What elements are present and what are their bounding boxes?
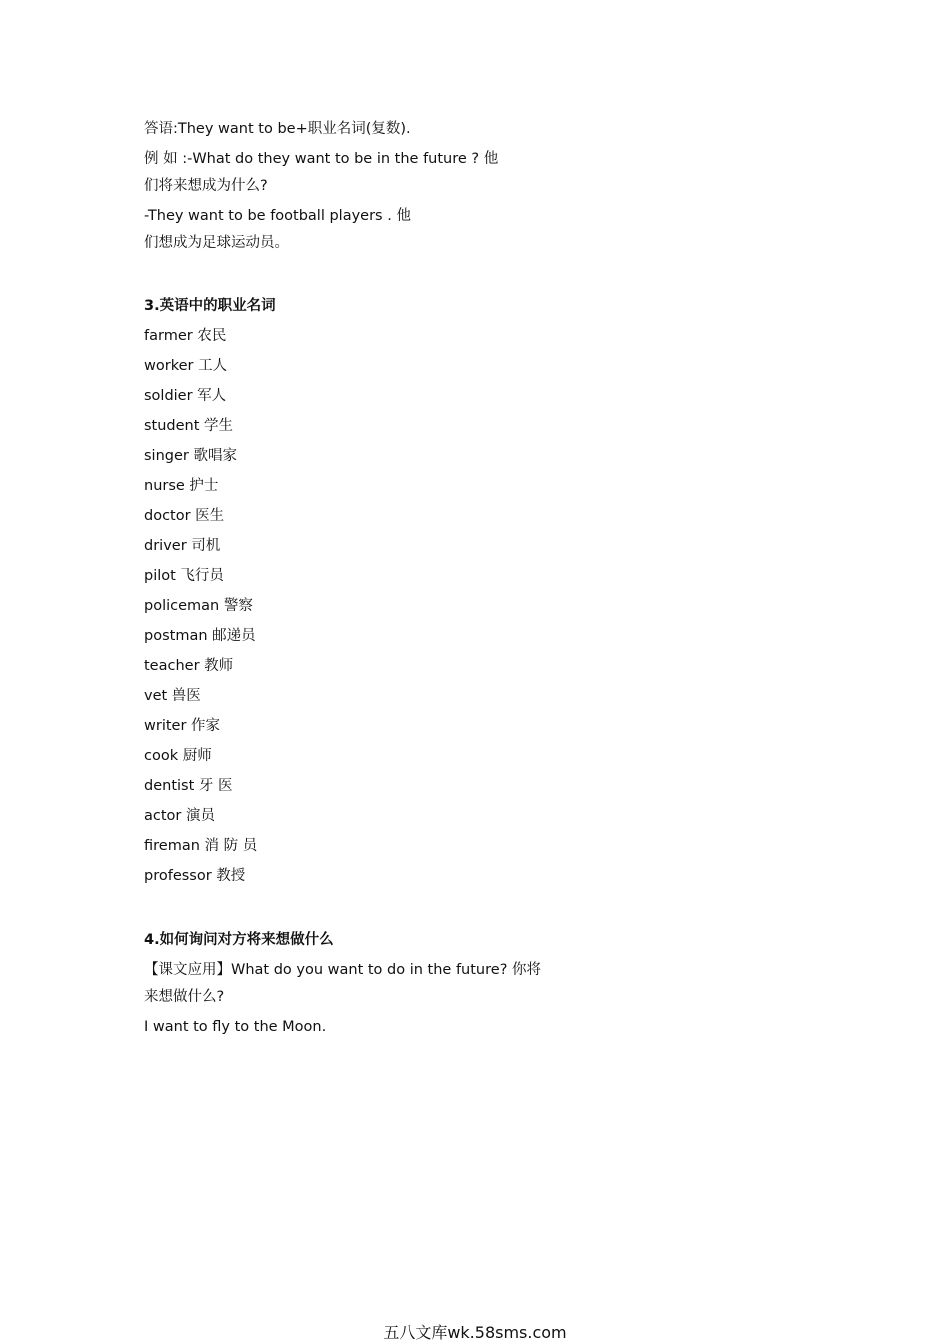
vocab-item: fireman 消 防 员 xyxy=(144,838,258,854)
vocab-item: writer 作家 xyxy=(144,718,221,734)
intro-line-4: -They want to be football players . 他 xyxy=(144,208,411,224)
section4-line-3: I want to fly to the Moon. xyxy=(144,1019,327,1035)
section3-heading: 3.英语中的职业名词 xyxy=(144,298,276,314)
footer-watermark: 五八文库wk.58sms.com xyxy=(383,1323,567,1342)
section4-line-1: 【课文应用】What do you want to do in the future? 你将 xyxy=(144,962,541,978)
vocab-item: singer 歌唱家 xyxy=(144,448,237,464)
vocab-item: nurse 护士 xyxy=(144,478,219,494)
vocab-item: worker 工人 xyxy=(144,358,228,374)
vocab-item: teacher 教师 xyxy=(144,658,234,674)
vocab-item: student 学生 xyxy=(144,418,234,434)
vocab-item: professor 教授 xyxy=(144,868,246,884)
section4-heading: 4.如何询问对方将来想做什么 xyxy=(144,932,334,948)
vocab-item: soldier 军人 xyxy=(144,388,227,404)
vocab-item: farmer 农民 xyxy=(144,328,227,344)
vocab-item: postman 邮递员 xyxy=(144,628,256,644)
intro-line-3: 们将来想成为什么? xyxy=(144,178,268,194)
intro-line-2: 例 如 :-What do they want to be in the future ? 他 xyxy=(144,151,499,167)
vocab-item: driver 司机 xyxy=(144,538,221,554)
intro-line-5: 们想成为足球运动员。 xyxy=(144,235,289,251)
vocab-item: policeman 警察 xyxy=(144,598,253,614)
section4-line-2: 来想做什么? xyxy=(144,989,225,1005)
vocab-item: doctor 医生 xyxy=(144,508,225,524)
vocab-item: actor 演员 xyxy=(144,808,215,824)
vocab-item: cook 厨师 xyxy=(144,748,212,764)
vocab-item: vet 兽医 xyxy=(144,688,201,704)
vocab-item: dentist 牙 医 xyxy=(144,778,233,794)
vocab-item: pilot 飞行员 xyxy=(144,568,224,584)
intro-line-1: 答语:They want to be+职业名词(复数). xyxy=(144,121,411,137)
